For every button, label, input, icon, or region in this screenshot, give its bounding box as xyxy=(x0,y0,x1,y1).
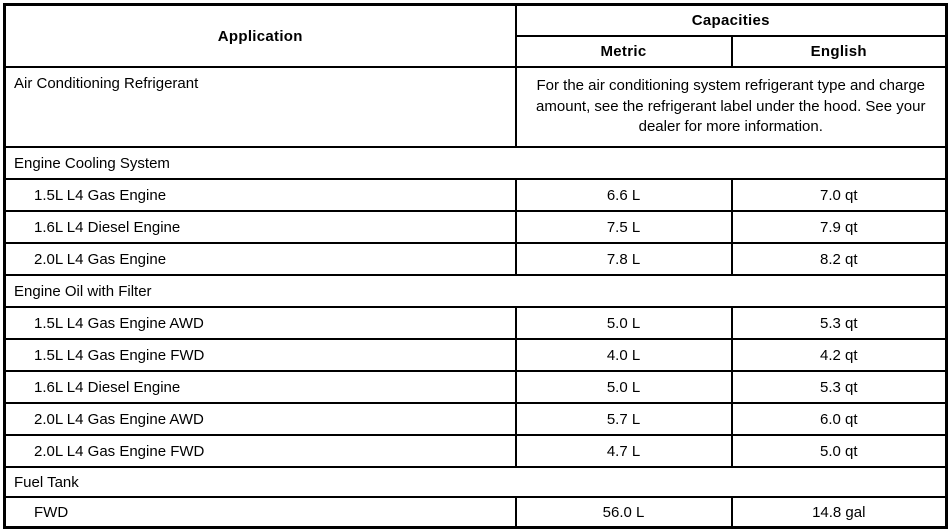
table-row xyxy=(5,243,947,275)
row-label: 2.0L L4 Gas Engine xyxy=(5,243,516,275)
metric-value: 6.6 L xyxy=(516,179,732,211)
row-label: FWD xyxy=(5,497,516,528)
row-label: 1.6L L4 Diesel Engine xyxy=(5,211,516,243)
table-row xyxy=(5,179,947,211)
section-title: Fuel Tank xyxy=(5,467,947,497)
metric-value: 7.8 L xyxy=(516,243,732,275)
english-value: 7.9 qt xyxy=(732,211,947,243)
row-label: 1.6L L4 Diesel Engine xyxy=(5,371,516,403)
section-fuel-tank xyxy=(5,467,947,497)
english-value: 4.2 qt xyxy=(732,339,947,371)
english-value: 5.0 qt xyxy=(732,435,947,467)
english-value: 7.0 qt xyxy=(732,179,947,211)
metric-value: 5.0 L xyxy=(516,371,732,403)
table-row xyxy=(5,403,947,435)
section-engine-oil-with-filter xyxy=(5,275,947,307)
section-engine-cooling-system xyxy=(5,147,947,179)
metric-value: 5.7 L xyxy=(516,403,732,435)
table-row xyxy=(5,211,947,243)
section-title: Engine Cooling System xyxy=(5,147,947,179)
ac-refrigerant-label: Air Conditioning Refrigerant xyxy=(5,67,516,147)
header-row-capacities xyxy=(5,5,947,37)
english-value: 5.3 qt xyxy=(732,371,947,403)
header-metric: Metric xyxy=(516,36,732,67)
english-value: 6.0 qt xyxy=(732,403,947,435)
ac-refrigerant-note: For the air conditioning system refrigerant type and charge amount, see the refrigerant label under the hood. See your dealer for more information. xyxy=(516,67,947,147)
header-capacities: Capacities xyxy=(516,5,947,37)
table-row xyxy=(5,339,947,371)
metric-value: 4.0 L xyxy=(516,339,732,371)
english-value: 5.3 qt xyxy=(732,307,947,339)
row-label: 1.5L L4 Gas Engine AWD xyxy=(5,307,516,339)
table-row xyxy=(5,371,947,403)
metric-value: 5.0 L xyxy=(516,307,732,339)
table-row xyxy=(5,497,947,528)
table-row xyxy=(5,435,947,467)
metric-value: 7.5 L xyxy=(516,211,732,243)
capacities-table xyxy=(3,3,948,529)
header-application: Application xyxy=(5,5,516,68)
english-value: 8.2 qt xyxy=(732,243,947,275)
metric-value: 56.0 L xyxy=(516,497,732,528)
row-label: 1.5L L4 Gas Engine FWD xyxy=(5,339,516,371)
row-label: 2.0L L4 Gas Engine FWD xyxy=(5,435,516,467)
metric-value: 4.7 L xyxy=(516,435,732,467)
row-label: 1.5L L4 Gas Engine xyxy=(5,179,516,211)
row-label: 2.0L L4 Gas Engine AWD xyxy=(5,403,516,435)
table-row xyxy=(5,307,947,339)
english-value: 14.8 gal xyxy=(732,497,947,528)
row-air-conditioning-refrigerant xyxy=(5,67,947,147)
section-title: Engine Oil with Filter xyxy=(5,275,947,307)
header-english: English xyxy=(732,36,947,67)
